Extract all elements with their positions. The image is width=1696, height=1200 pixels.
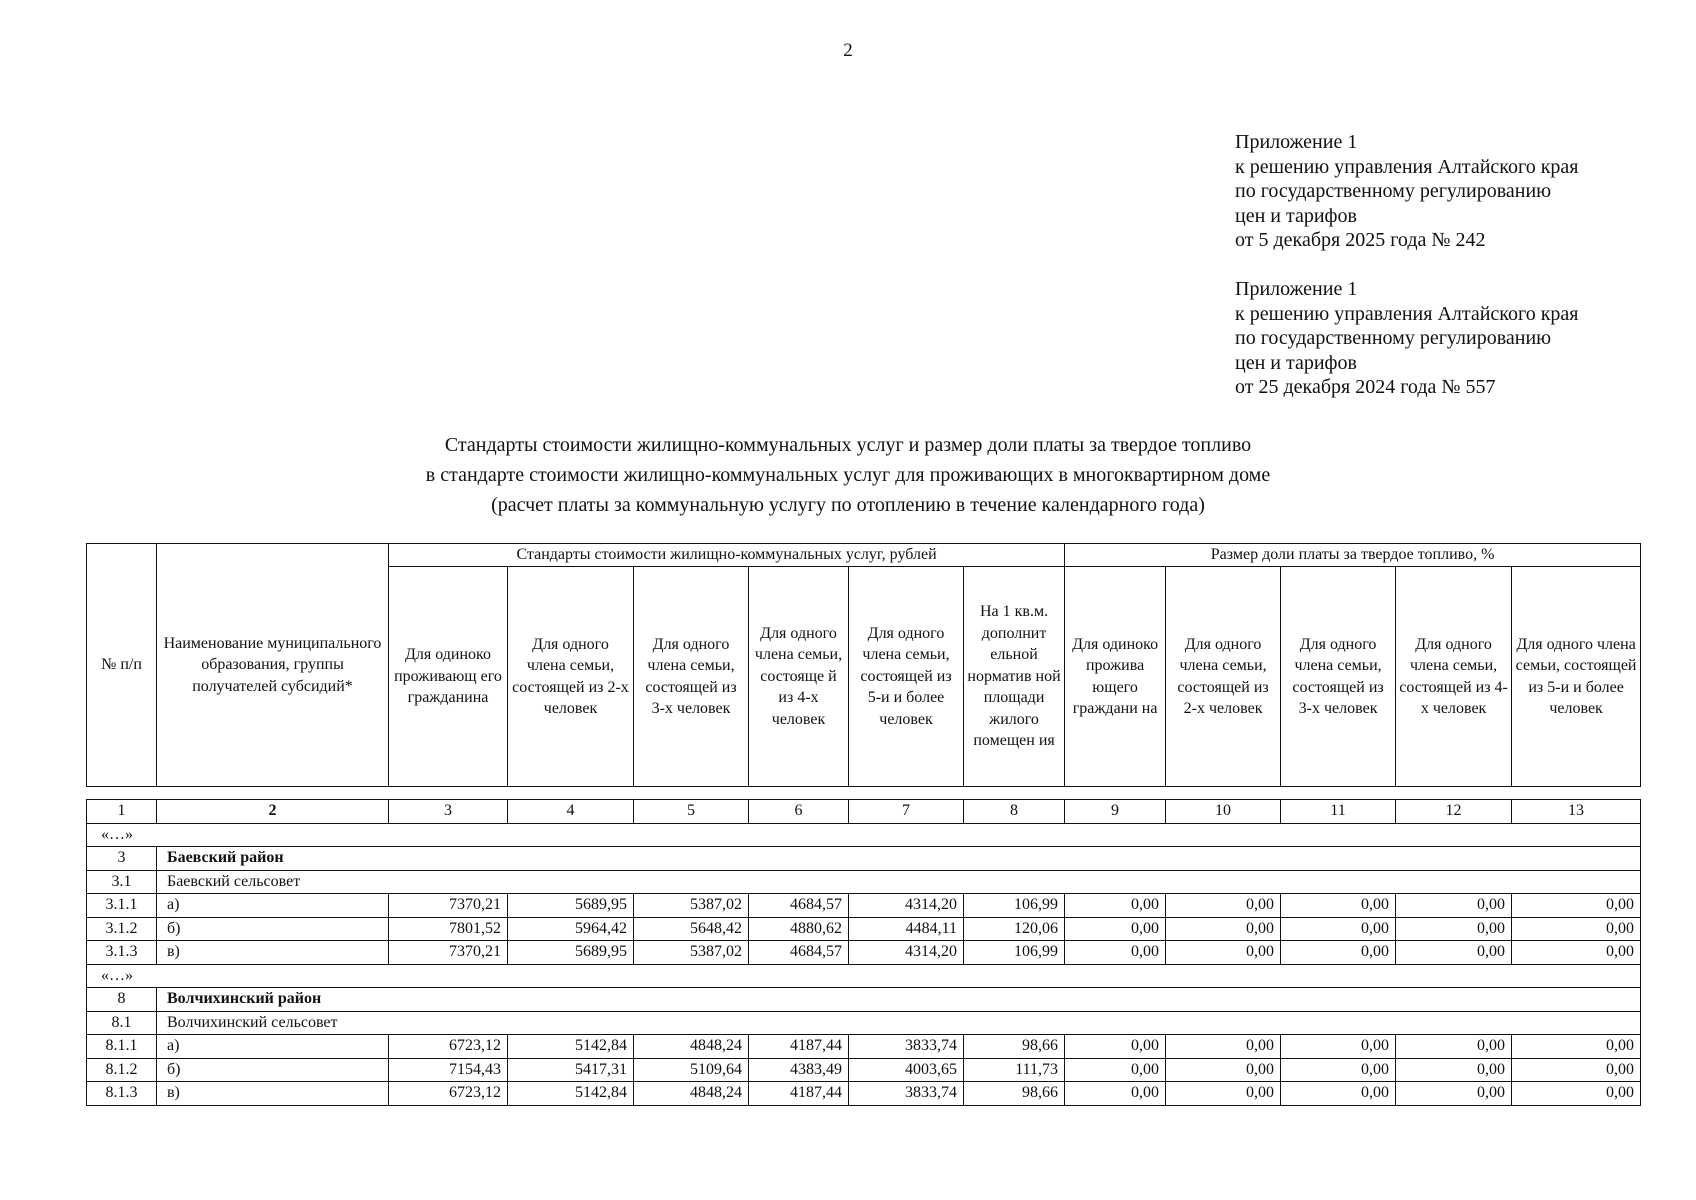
row-number: 3.1.1 — [87, 894, 157, 918]
row-number: 8.1.1 — [87, 1035, 157, 1059]
row-number: 3.1.2 — [87, 917, 157, 941]
standard-cost-value: 3833,74 — [849, 1082, 964, 1106]
fuel-share-value: 0,00 — [1281, 894, 1396, 918]
standard-cost-value: 4880,62 — [749, 917, 849, 941]
fuel-share-value: 0,00 — [1512, 894, 1641, 918]
fuel-share-value: 0,00 — [1396, 917, 1512, 941]
standard-cost-value: 4684,57 — [749, 894, 849, 918]
standard-cost-value: 4684,57 — [749, 941, 849, 965]
table-body — [86, 799, 1641, 1106]
column-number: 6 — [749, 800, 849, 824]
standard-cost-value: 6723,12 — [389, 1082, 508, 1106]
header-group-standards: Стандарты стоимости жилищно-коммунальных услуг, рублей — [389, 544, 1065, 567]
fuel-share-value: 0,00 — [1065, 941, 1166, 965]
district-row — [87, 847, 1641, 871]
district-name: Баевский район — [157, 847, 1641, 871]
standard-cost-value: 5142,84 — [508, 1035, 634, 1059]
column-number: 3 — [389, 800, 508, 824]
row-number: 8.1.3 — [87, 1082, 157, 1106]
omission-marker: «…» — [87, 964, 1641, 988]
standard-cost-value: 106,99 — [964, 941, 1065, 965]
fuel-share-value: 0,00 — [1396, 1058, 1512, 1082]
standard-cost-value: 7370,21 — [389, 941, 508, 965]
fuel-share-value: 0,00 — [1166, 894, 1281, 918]
fuel-share-value: 0,00 — [1065, 917, 1166, 941]
header-group-fuel-share: Размер доли платы за твердое топливо, % — [1065, 544, 1641, 567]
header-share-family-4: Для одного члена семьи, состоящей из 4-х человек — [1396, 567, 1512, 787]
document-title — [0, 430, 1696, 520]
header-standard-family-5: Для одного члена семьи, состоящей из 5-и и более человек — [849, 567, 964, 787]
column-number: 8 — [964, 800, 1065, 824]
column-number: 11 — [1281, 800, 1396, 824]
recipient-group: в) — [157, 1082, 389, 1106]
header-standard-family-3: Для одного члена семьи, состоящей из 3-х человек — [634, 567, 749, 787]
standard-cost-value: 5648,42 — [634, 917, 749, 941]
row-number: 8.1 — [87, 1011, 157, 1035]
fuel-share-value: 0,00 — [1281, 1035, 1396, 1059]
standard-cost-value: 7801,52 — [389, 917, 508, 941]
column-number: 12 — [1396, 800, 1512, 824]
standard-cost-value: 5417,31 — [508, 1058, 634, 1082]
fuel-share-value: 0,00 — [1281, 941, 1396, 965]
table-header — [86, 543, 1641, 787]
omission-row — [87, 964, 1641, 988]
fuel-share-value: 0,00 — [1065, 894, 1166, 918]
fuel-share-value: 0,00 — [1396, 1082, 1512, 1106]
standard-cost-value: 111,73 — [964, 1058, 1065, 1082]
recipient-group: а) — [157, 1035, 389, 1059]
title-line: (расчет платы за коммунальную услугу по отоплению в течение календарного года) — [491, 494, 1205, 516]
fuel-share-value: 0,00 — [1512, 1058, 1641, 1082]
fuel-share-value: 0,00 — [1396, 1035, 1512, 1059]
column-number: 10 — [1166, 800, 1281, 824]
standard-cost-value: 4314,20 — [849, 941, 964, 965]
standard-cost-value: 4848,24 — [634, 1082, 749, 1106]
header-number: № п/п — [87, 544, 157, 787]
standard-cost-value: 3833,74 — [849, 1035, 964, 1059]
appendix-line: по государственному регулированию — [1235, 180, 1552, 202]
standard-cost-value: 98,66 — [964, 1035, 1065, 1059]
district-name: Волчихинский район — [157, 988, 1641, 1012]
standard-cost-value: 4848,24 — [634, 1035, 749, 1059]
standard-cost-value: 4383,49 — [749, 1058, 849, 1082]
fuel-share-value: 0,00 — [1512, 917, 1641, 941]
council-name: Баевский сельсовет — [157, 870, 1641, 894]
table-row — [87, 941, 1641, 965]
standard-cost-value: 5689,95 — [508, 894, 634, 918]
standard-cost-value: 5142,84 — [508, 1082, 634, 1106]
fuel-share-value: 0,00 — [1512, 1082, 1641, 1106]
header-standard-family-4: Для одного члена семьи, состояще й из 4-х человек — [749, 567, 849, 787]
row-number: 8.1.2 — [87, 1058, 157, 1082]
appendix-line: цен и тарифов — [1235, 351, 1357, 374]
title-line: в стандарте стоимости жилищно-коммунальных услуг для проживающих в многоквартирном доме — [425, 464, 1271, 486]
header-municipality-name: Наименование муниципального образования, группы получателей субсидий* — [157, 544, 389, 787]
appendix-line: цен и тарифов — [1235, 204, 1357, 227]
table-row — [87, 1058, 1641, 1082]
standard-cost-value: 120,06 — [964, 917, 1065, 941]
table-row — [87, 917, 1641, 941]
appendix-line: Приложение 1 — [1235, 131, 1358, 153]
standard-cost-value: 5964,42 — [508, 917, 634, 941]
fuel-share-value: 0,00 — [1396, 941, 1512, 965]
fuel-share-value: 0,00 — [1166, 941, 1281, 965]
header-share-family-5: Для одного члена семьи, состоящей из 5-и и более человек — [1512, 567, 1641, 787]
council-row — [87, 1011, 1641, 1035]
column-number: 4 — [508, 800, 634, 824]
council-row — [87, 870, 1641, 894]
recipient-group: б) — [157, 917, 389, 941]
fuel-share-value: 0,00 — [1166, 1058, 1281, 1082]
header-share-family-2: Для одного члена семьи, состоящей из 2-х человек — [1166, 567, 1281, 787]
fuel-share-value: 0,00 — [1065, 1058, 1166, 1082]
standard-cost-value: 7370,21 — [389, 894, 508, 918]
row-number: 3 — [87, 847, 157, 871]
appendix-line: к решению управления Алтайского края — [1235, 155, 1579, 178]
standard-cost-value: 5387,02 — [634, 941, 749, 965]
column-number: 5 — [634, 800, 749, 824]
standard-cost-value: 5689,95 — [508, 941, 634, 965]
fuel-share-value: 0,00 — [1281, 1058, 1396, 1082]
row-number: 3.1 — [87, 870, 157, 894]
fuel-share-value: 0,00 — [1166, 917, 1281, 941]
district-row — [87, 988, 1641, 1012]
fuel-share-value: 0,00 — [1065, 1082, 1166, 1106]
standard-cost-value: 7154,43 — [389, 1058, 508, 1082]
standard-cost-value: 4314,20 — [849, 894, 964, 918]
fuel-share-value: 0,00 — [1166, 1082, 1281, 1106]
title-line: Стандарты стоимости жилищно-коммунальных услуг и размер доли платы за твердое топливо — [444, 434, 1252, 456]
header-standard-per-sqm: На 1 кв.м. дополнит ельной норматив ной площади жилого помещен ия — [964, 567, 1065, 787]
standard-cost-value: 6723,12 — [389, 1035, 508, 1059]
fuel-share-value: 0,00 — [1166, 1035, 1281, 1059]
row-number: 3.1.3 — [87, 941, 157, 965]
standard-cost-value: 5387,02 — [634, 894, 749, 918]
table-row — [87, 1035, 1641, 1059]
column-number: 7 — [849, 800, 964, 824]
recipient-group: в) — [157, 941, 389, 965]
appendix-reference-current — [1235, 130, 1675, 253]
appendix-reference-original — [1235, 277, 1675, 400]
appendix-line: от 25 декабря 2024 года № 557 — [1235, 376, 1496, 398]
standard-cost-value: 98,66 — [964, 1082, 1065, 1106]
omission-marker: «…» — [87, 823, 1641, 847]
header-share-family-3: Для одного члена семьи, состоящей из 3-х человек — [1281, 567, 1396, 787]
standard-cost-value: 4003,65 — [849, 1058, 964, 1082]
column-number: 2 — [157, 800, 389, 824]
fuel-share-value: 0,00 — [1281, 1082, 1396, 1106]
table-row — [87, 894, 1641, 918]
fuel-share-value: 0,00 — [1281, 917, 1396, 941]
page-number: 2 — [843, 40, 853, 61]
header-standard-single: Для одиноко проживающ его гражданина — [389, 567, 508, 787]
standard-cost-value: 4484,11 — [849, 917, 964, 941]
appendix-line: к решению управления Алтайского края — [1235, 302, 1579, 325]
appendix-line: по государственному регулированию — [1235, 327, 1552, 349]
fuel-share-value: 0,00 — [1396, 894, 1512, 918]
fuel-share-value: 0,00 — [1512, 941, 1641, 965]
standard-cost-value: 4187,44 — [749, 1035, 849, 1059]
header-share-single: Для одиноко прожива ющего граждани на — [1065, 567, 1166, 787]
standard-cost-value: 106,99 — [964, 894, 1065, 918]
column-number: 13 — [1512, 800, 1641, 824]
header-standard-family-2: Для одного члена семьи, состоящей из 2-х человек — [508, 567, 634, 787]
standard-cost-value: 4187,44 — [749, 1082, 849, 1106]
fuel-share-value: 0,00 — [1512, 1035, 1641, 1059]
recipient-group: а) — [157, 894, 389, 918]
column-number: 9 — [1065, 800, 1166, 824]
council-name: Волчихинский сельсовет — [157, 1011, 1641, 1035]
recipient-group: б) — [157, 1058, 389, 1082]
row-number: 8 — [87, 988, 157, 1012]
omission-row — [87, 823, 1641, 847]
column-number: 1 — [87, 800, 157, 824]
appendix-line: Приложение 1 — [1235, 278, 1358, 300]
appendix-line: от 5 декабря 2025 года № 242 — [1235, 229, 1486, 251]
standard-cost-value: 5109,64 — [634, 1058, 749, 1082]
table-row — [87, 1082, 1641, 1106]
column-number-row — [87, 800, 1641, 824]
fuel-share-value: 0,00 — [1065, 1035, 1166, 1059]
